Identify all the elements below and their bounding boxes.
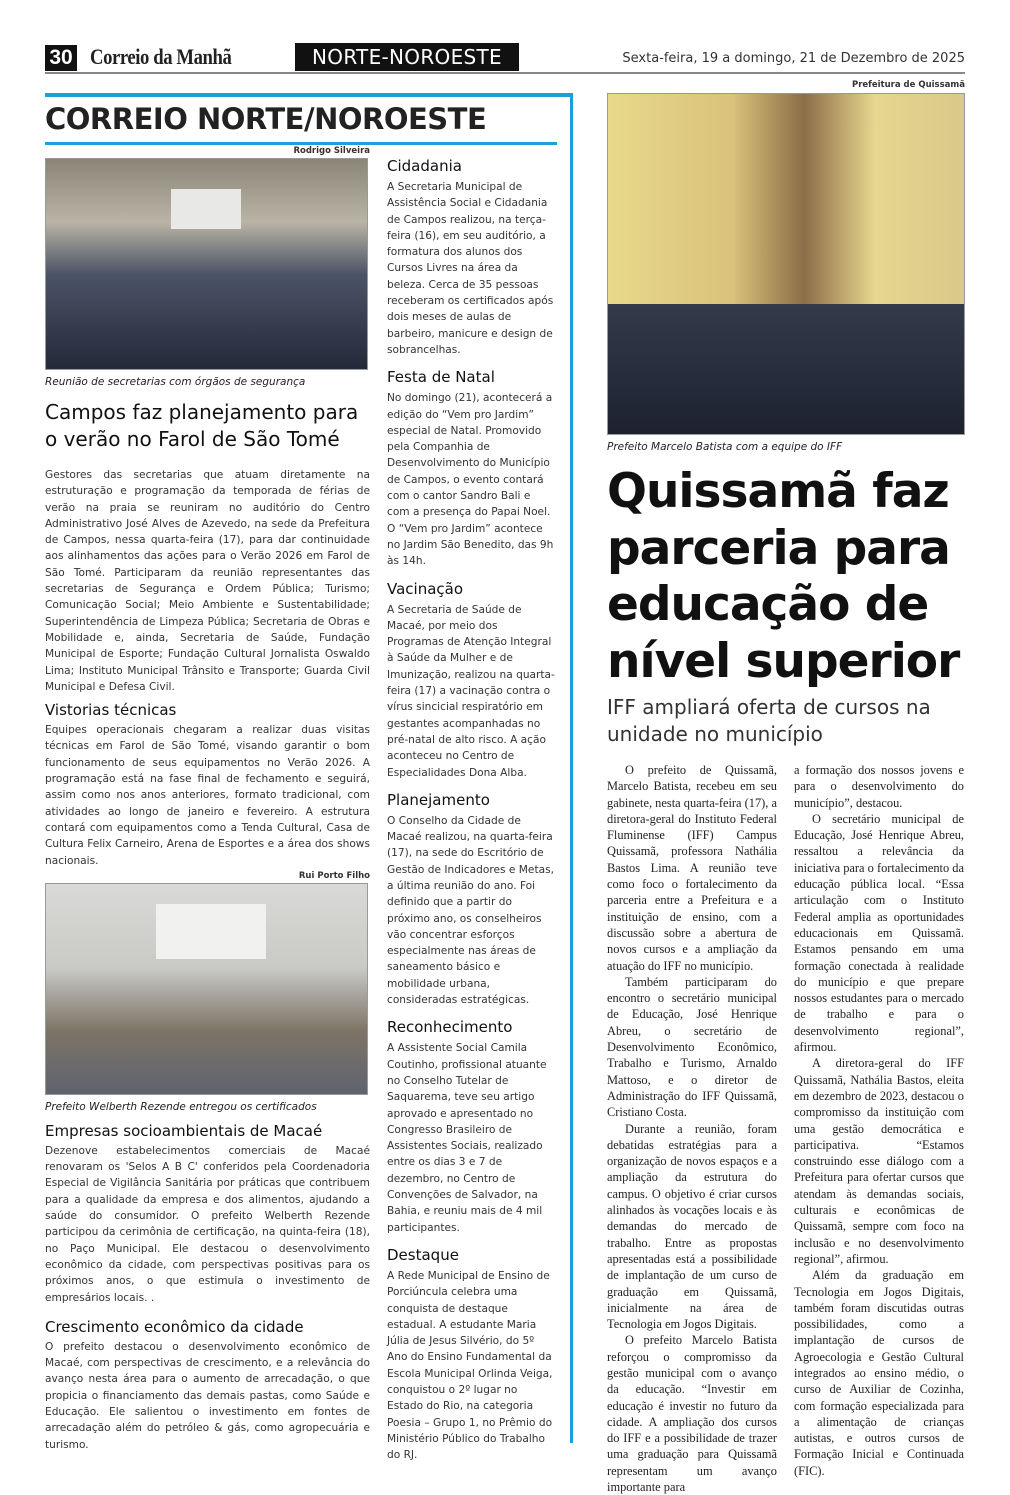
note-body: O Conselho da Cidade de Macaé realizou, na quarta-feira (17), na sede do Escritório de Gestão de Indicadores e Metas, a última reunião do ano. Foi definido que a partir do próximo ano, os conselheiros vão concentrar esforços especialmente nas áreas de saneamento básico e mobilidade urbana, consideradas estratégicas. (387, 814, 554, 1007)
article-paragraph: Também participaram do encontro o secretário municipal de Educação, José Henrique Abreu, o secretário de Desenvolvimento Econômico, Trabalho e Turismo, Arnaldo Mattoso, e o diretor de Administração do IFF Quissamã, Cristiano Costa. (607, 974, 777, 1120)
photo-credit: Rodrigo Silveira (293, 146, 370, 156)
article-paragraph: O secretário municipal de Educação, José Henrique Abreu, ressaltou a relevância da iniciativa para o fortalecimento da educação pública local. “Essa articulação com o Instituto Federal amplia as oportunidades educacionais em Quissamã. Estamos pensando em uma formação conectada à realidade do município e que prepare nossos estudantes para o mercado de trabalho e para o desenvolvimento regional”, afirmou. (794, 811, 964, 1055)
projector-screen (156, 904, 266, 959)
article-columns (607, 762, 965, 1495)
story-headline: Empresas socioambientais de Macaé (45, 1121, 323, 1140)
note-body: A Rede Municipal de Ensino de Porciúncula celebra uma conquista de destaque estadual. A estudante Maria Júlia de Jesus Silvério, do 5º Ano do Ensino Fundamental da Escola Municipal Orlinda Veiga, conquistou o 2º lugar no Estado do Rio, na categoria Poesia – Grupo 1, no Prêmio do Ministério Público do Trabalho do RJ. (387, 1269, 553, 1462)
article-paragraph: Além da graduação em Tecnologia em Jogos Digitais, também foram discutidas outras possibilidades, como a implantação de cursos de Agroecologia e Gestão Cultural integrados ao ensino médio, o curso de Auxiliar de Cozinha, com formação especializada para a alimentação de crianças autistas, e outros cursos de Formação Inicial e Continuada (FIC). (794, 1268, 964, 1478)
section-label: NORTE-NOROESTE (295, 43, 519, 71)
people-silhouettes (608, 304, 964, 434)
header-divider (45, 72, 965, 74)
article-paragraph: Durante a reunião, foram debatidas estratégias para a organização de novos espaços e a ampliação da estrutura do campus. O objetivo é criar cursos alinhados às vocações locais e às demandas do mercado de trabalho. Entre as propostas apresentadas está a possibilidade de implantação de um curso de graduação em Quissamã, inicialmente na área de Tecnologia em Jogos Digitais. (607, 1121, 777, 1332)
main-article (607, 80, 965, 1495)
note-heading: Planejamento (387, 790, 490, 809)
note-heading: Festa de Natal (387, 368, 495, 387)
note-heading: Reconhecimento (387, 1018, 513, 1037)
newspaper-logo: Correio da Manhã (90, 44, 232, 69)
article-column-2 (794, 762, 964, 1495)
article-column-1 (607, 762, 777, 1495)
news-notes (387, 157, 555, 1473)
note-heading: Vacinação (387, 579, 464, 598)
note-heading: Cidadania (387, 157, 462, 175)
column-box-right-border (570, 93, 573, 1443)
story-body: Dezenove estabelecimentos comerciais de Macaé renovaram os 'Selos A B C' conferidos pela Coordenadoria Especial de Vigilância Sanitária por práticas que contribuem para a qualidade da empresa e dos alimentos, ajudando a saúde do consumidor. O prefeito Welberth Rezende participou da cerimônia de certificação, na quinta-feira (18), no Paço Municipal. Ele destacou o desenvolvimento econômico da cidade, com perspectivas positivas para os próximos anos, o que estimula o investimento de empresários locais. . (45, 1144, 370, 1304)
left-column (45, 146, 370, 1453)
note-body: A Secretaria Municipal de Assistência Social e Cidadania de Campos realizou, na terça-feira (16), em seu auditório, a formatura dos alunos dos Cursos Livres na área da beleza. Cerca de 35 pessoas receberam os certificados após dois meses de aulas de barbeiro, manicure e design de sobrancelhas. (387, 181, 554, 356)
main-subheadline: IFF ampliará oferta de cursos na unidade no município (607, 695, 931, 746)
story-body: Equipes operacionais chegaram a realizar duas visitas técnicas em Farol de São Tomé, visando garantir o bom funcionamento de seus equipamentos no Verão 2026. A programação está na fase final de fechamento e seguirá, assim como nos anos anteriores, formato tradicional, com atividades ao longo de janeiro e fevereiro. A estrutura contará com equipamentos como a Tenda Cultural, Casa de Cultura Felix Carneiro, Arena de Esportes e a área dos shows nacionais. (45, 724, 370, 867)
column-title: CORREIO NORTE/NOROESTE (45, 102, 487, 136)
article-paragraph: A diretora-geral do IFF Quissamã, Nathália Bastos, eleita em dezembro de 2023, destacou o compromisso da instituição com uma gestão democrática e participativa. “Estamos construindo esse diálogo com a Prefeitura para ofertar cursos que atendam às demandas sociais, culturais e econômicas de Quissamã, sempre com foco na inclusão e no desenvolvimento regional”, afirmou. (794, 1056, 964, 1266)
column-box-top-border (45, 93, 573, 97)
team-photo (607, 93, 965, 435)
article-paragraph: O prefeito de Quissamã, Marcelo Batista, recebeu em seu gabinete, nesta quarta-feira (17), a diretora-geral do Instituto Federal Fluminense (IFF) Campus Quissamã, professora Nathália Bastos Lima. A reunião teve como foco o fortalecimento da parceria entre a Prefeitura e a instituição de ensino, com a discussão sobre a abertura de novos cursos e a ampliação da atuação do IFF no município. (607, 763, 777, 973)
photo-caption: Prefeito Marcelo Batista com a equipe do IFF (607, 441, 843, 453)
page-number: 30 (45, 45, 77, 71)
projector-screen (171, 189, 241, 229)
note-body: No domingo (21), acontecerá a edição do “Vem pro Jardim” especial de Natal. Promovido pela Companhia de Desenvolvimento do Município de Campos, o evento contará com o cantor Sandro Bali e com a presença do Papai Noel. O “Vem pro Jardim” acontece no Jardim São Benedito, das 9h às 14h. (387, 392, 554, 568)
story-headline: Campos faz planejamento para o verão no Farol de São Tomé (45, 400, 359, 451)
photo-credit: Prefeitura de Quissamã (851, 80, 965, 90)
story-subheading: Vistorias técnicas (45, 701, 177, 720)
photo-caption: Reunião de secretarias com órgãos de segurança (45, 376, 306, 388)
meeting-photo (45, 158, 368, 370)
main-headline: Quissamã faz parceria para educação de nível superior (607, 464, 960, 689)
story-body: Gestores das secretarias que atuam diretamente na estruturação e programação da temporada de férias de verão na praia se reuniram no auditório do Centro Administrativo José Alves de Azevedo, na sede da Prefeitura de Campos, nessa quarta-feira (17), para dar continuidade aos alinhamentos das ações para o Verão 2026 em Farol de São Tomé. Participaram da reunião representantes das secretarias de Segurança e Ordem Pública; Turismo; Comunicação Social; Meio Ambiente e Sustentabilidade; Superintendência de Limpeza Pública; Secretaria de Obras e Mobilidade e, ainda, Secretaria de Saúde, Fundação Municipal de Esporte; Fundação Cultural Jornalista Oswaldo Lima; Instituto Municipal Trânsito e Transporte; Guarda Civil Municipal e Defesa Civil. (45, 469, 370, 693)
article-paragraph: a formação dos nossos jovens e para o desenvolvimento do município”, destacou. (794, 763, 964, 810)
edition-date: Sexta-feira, 19 a domingo, 21 de Dezembro de 2025 (622, 51, 965, 66)
photo-caption: Prefeito Welberth Rezende entregou os certificados (45, 1100, 317, 1113)
column-title-underline (45, 142, 557, 145)
story-body: O prefeito destacou o desenvolvimento econômico de Macaé, com perspectivas de crescimento, e a relevância do avanço nesta área para o aumento de arrecadação, o que propicia o financiamento das demais pastas, como Saúde e Educação. Ele salientou o investimento em fontes de arrecadação além do petróleo & gás, como agropecuária e turismo. (45, 1340, 370, 1451)
article-paragraph: O prefeito Marcelo Batista reforçou o compromisso da gestão municipal com o avanço da educação. “Investir em educação é investir no futuro da cidade. A ampliação dos cursos do IFF e a possibilidade de trazer uma graduação para Quissamã representam um avanço importante para (607, 1333, 777, 1495)
note-body: A Secretaria de Saúde de Macaé, por meio dos Programas de Atenção Integral à Saúde da Mulher e de Imunização, realizou na quarta-feira (17) a vacinação contra o vírus sincicial respiratório em gestantes acompanhadas no pré-natal de alto risco. A ação aconteceu no Centro de Especialidades Dona Alba. (387, 603, 555, 779)
note-body: A Assistente Social Camila Coutinho, profissional atuante no Conselho Tutelar de Saquarema, teve seu artigo aprovado e apresentado no Congresso Brasileiro de Assistentes Sociais, realizado entre os dias 3 e 7 de dezembro, no Centro de Convenções de Salvador, na Bahia, e reuniu mais de 4 mil participantes. (387, 1042, 547, 1234)
photo-credit: Rui Porto Filho (298, 870, 370, 881)
note-heading: Destaque (387, 1245, 459, 1264)
story-headline: Crescimento econômico da cidade (45, 1317, 304, 1336)
certificate-photo (45, 883, 368, 1095)
